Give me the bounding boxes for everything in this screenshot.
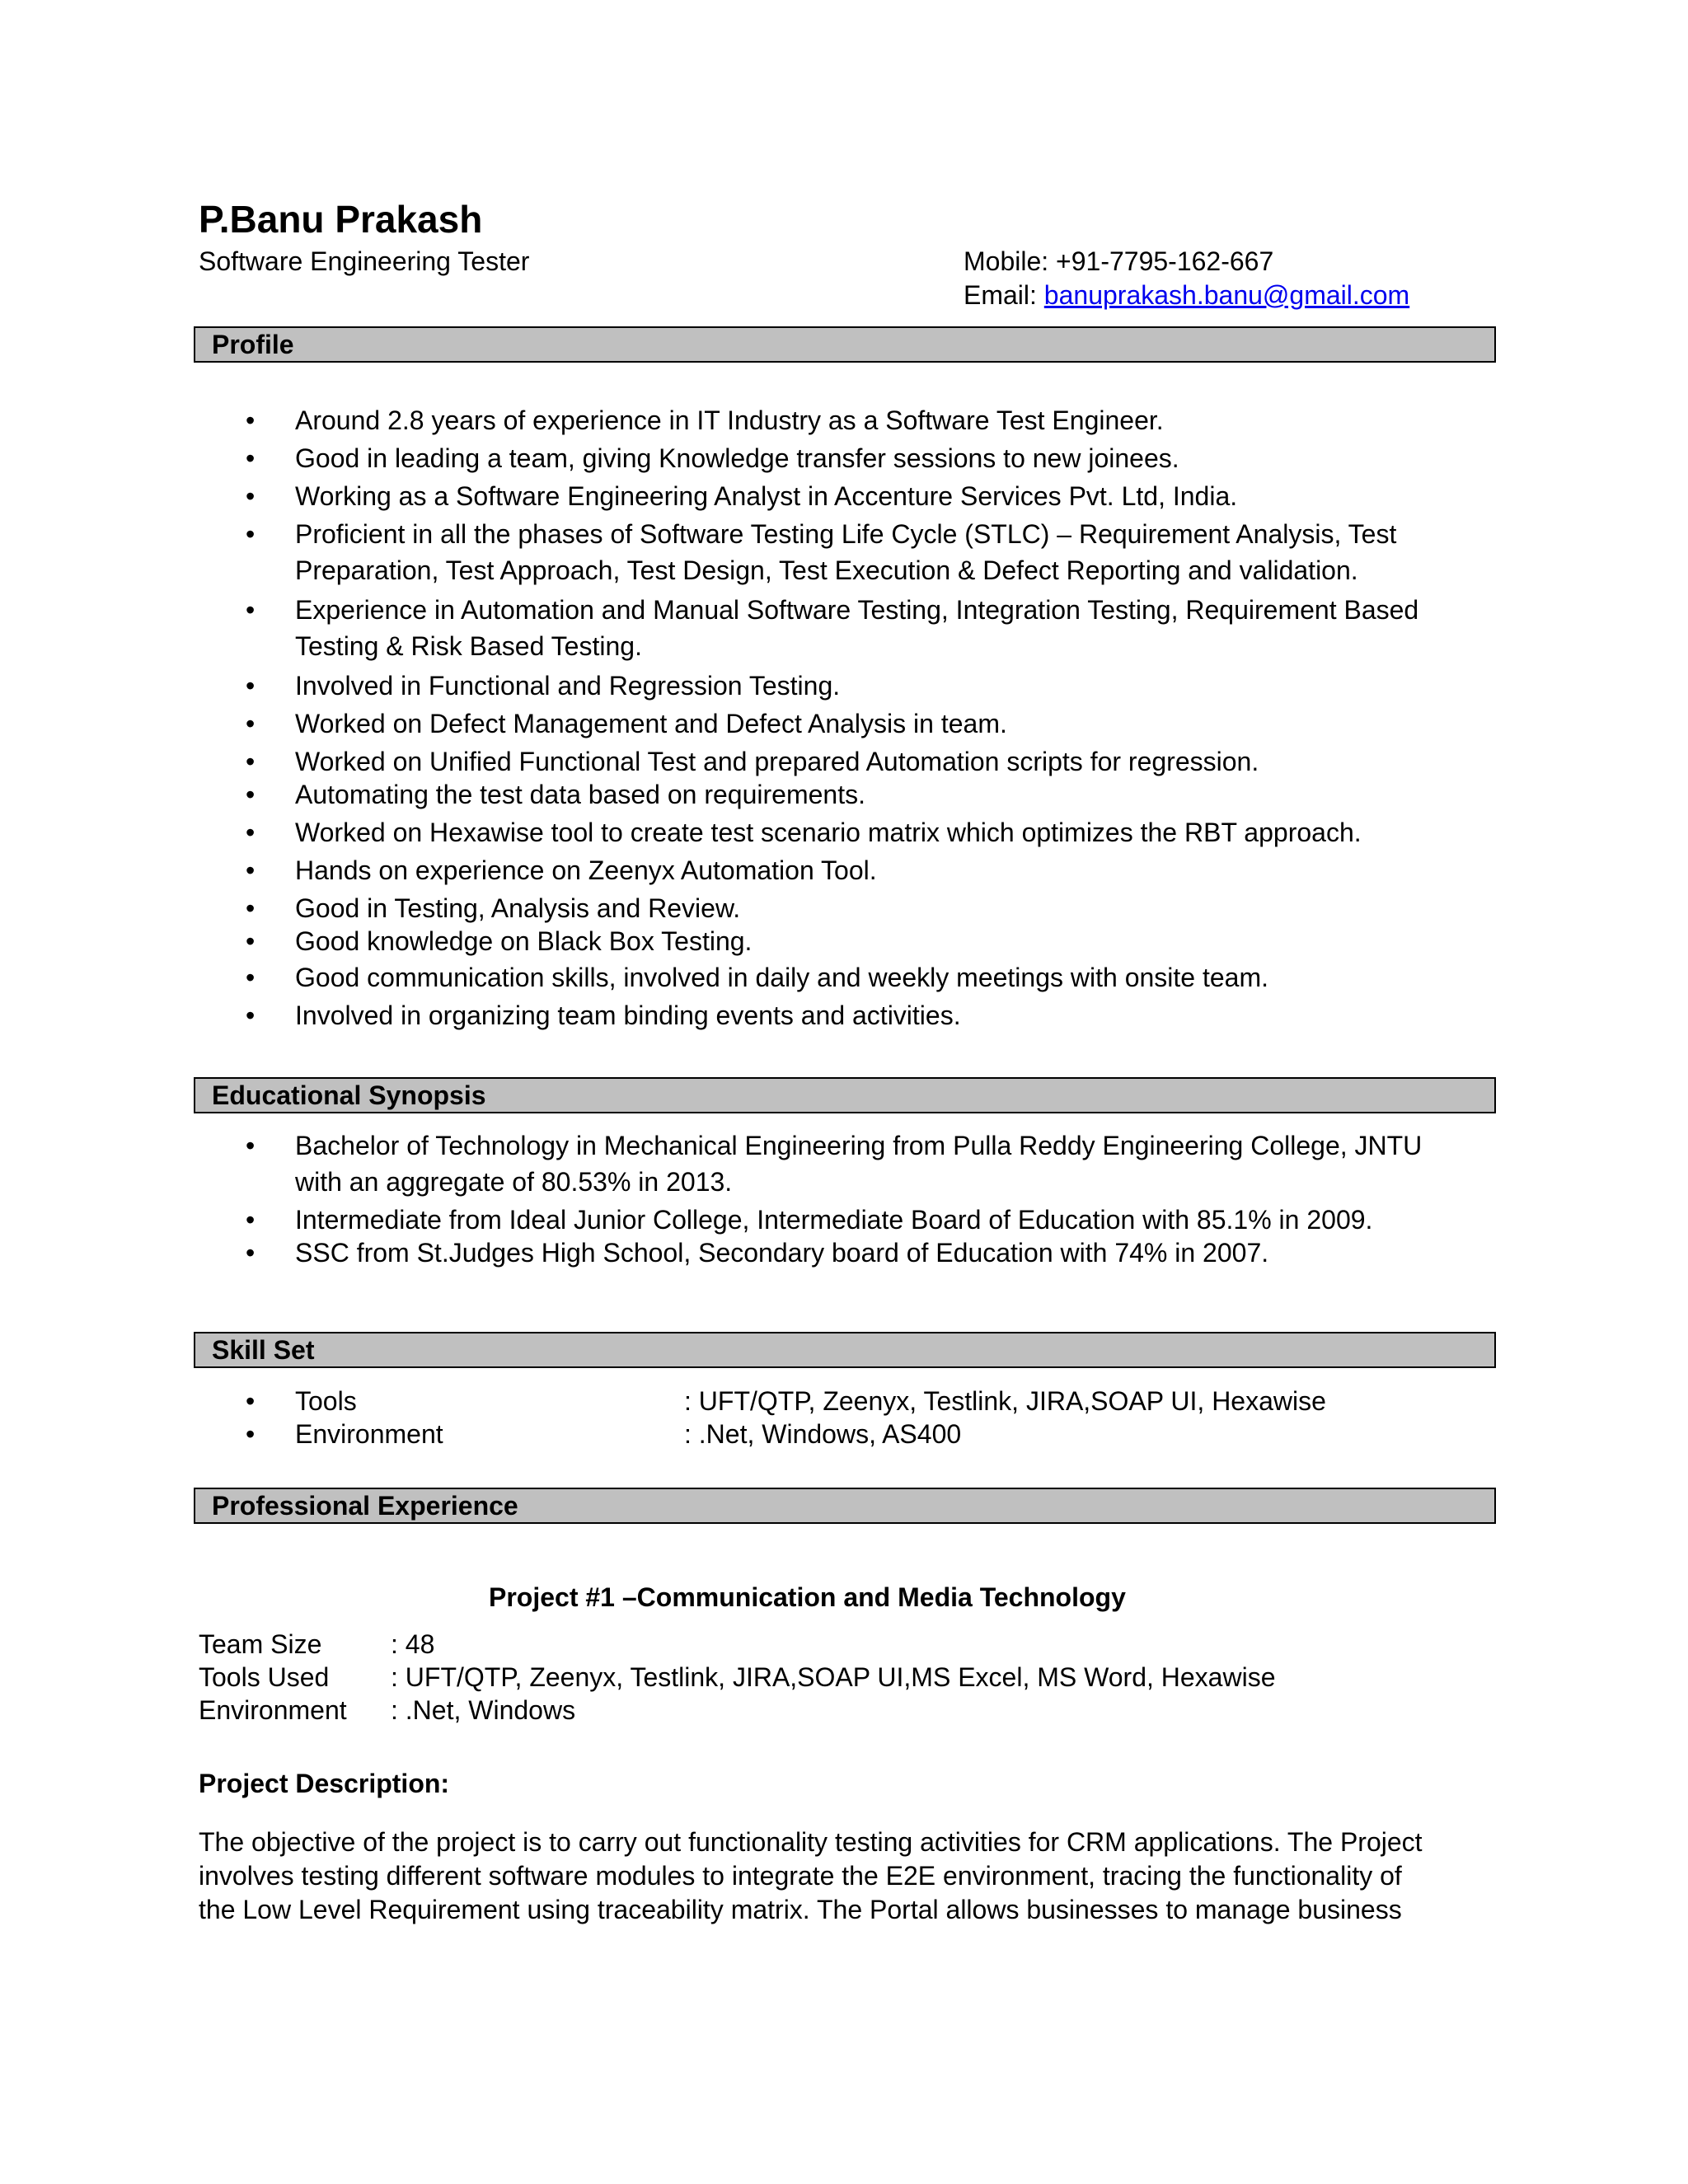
- list-item-text: Working as a Software Engineering Analyst in Accenture Services Pvt. Ltd, India.: [295, 481, 1238, 511]
- project-title: Project #1 –Communication and Media Technology: [489, 1582, 1126, 1612]
- project-detail-label: Team Size: [199, 1629, 322, 1659]
- project-detail-value: : 48: [391, 1629, 435, 1659]
- mobile-label: Mobile:: [964, 246, 1049, 276]
- bullet-icon: •: [246, 926, 256, 956]
- list-item-text: Worked on Unified Functional Test and prepared Automation scripts for regression.: [295, 747, 1259, 776]
- description-line: The objective of the project is to carry out functionality testing activities for CRM applications. The Project: [199, 1827, 1423, 1857]
- skill-label: Tools: [295, 1386, 357, 1416]
- bullet-icon: •: [246, 1131, 256, 1160]
- bullet-icon: •: [246, 855, 256, 885]
- list-item-text: Intermediate from Ideal Junior College, Intermediate Board of Education with 85.1% in 2009.: [295, 1205, 1373, 1235]
- email-link[interactable]: banuprakash.banu@gmail.com: [1043, 280, 1410, 310]
- bullet-icon: •: [246, 1386, 256, 1416]
- email-line: [964, 279, 1409, 312]
- list-item-text: Worked on Defect Management and Defect Analysis in team.: [295, 709, 1007, 738]
- profile-heading: Profile: [194, 326, 1496, 363]
- bullet-icon: •: [246, 595, 256, 625]
- list-item-text: Involved in organizing team binding events and activities.: [295, 1001, 961, 1030]
- bullet-icon: •: [246, 1419, 256, 1449]
- list-item-text: Hands on experience on Zeenyx Automation Tool.: [295, 855, 877, 885]
- list-item-text: Worked on Hexawise tool to create test scenario matrix which optimizes the RBT approach.: [295, 818, 1362, 847]
- list-item-text: Good in leading a team, giving Knowledge transfer sessions to new joinees.: [295, 443, 1179, 473]
- bullet-icon: •: [246, 443, 256, 473]
- bullet-icon: •: [246, 818, 256, 847]
- bullet-icon: •: [246, 1238, 256, 1268]
- list-item-text: Testing & Risk Based Testing.: [295, 631, 642, 661]
- bullet-icon: •: [246, 519, 256, 549]
- list-item-text: Proficient in all the phases of Software Testing Life Cycle (STLC) – Requirement Analysis, Test: [295, 519, 1397, 549]
- list-item-text: Experience in Automation and Manual Software Testing, Integration Testing, Requirement Based: [295, 595, 1419, 625]
- project-detail-value: : UFT/QTP, Zeenyx, Testlink, JIRA,SOAP UI,MS Excel, MS Word, Hexawise: [391, 1662, 1276, 1692]
- project-detail-label: Tools Used: [199, 1662, 330, 1692]
- candidate-name: P.Banu Prakash: [199, 198, 483, 241]
- skills-heading: Skill Set: [194, 1332, 1496, 1368]
- project-detail-label: Environment: [199, 1695, 347, 1725]
- list-item-text: Involved in Functional and Regression Testing.: [295, 671, 841, 701]
- list-item-text: Preparation, Test Approach, Test Design, Test Execution & Defect Reporting and validation.: [295, 555, 1358, 585]
- project-detail-value: : .Net, Windows: [391, 1695, 576, 1725]
- list-item-text: Good in Testing, Analysis and Review.: [295, 893, 741, 923]
- bullet-icon: •: [246, 405, 256, 435]
- mobile-line: [964, 245, 1273, 278]
- bullet-icon: •: [246, 893, 256, 923]
- bullet-icon: •: [246, 481, 256, 511]
- description-line: the Low Level Requirement using traceability matrix. The Portal allows businesses to manage business: [199, 1895, 1402, 1924]
- mobile-value: +91-7795-162-667: [1056, 246, 1274, 276]
- project-description-heading: Project Description:: [199, 1769, 450, 1798]
- skill-label: Environment: [295, 1419, 443, 1449]
- list-item-text: with an aggregate of 80.53% in 2013.: [295, 1167, 733, 1197]
- experience-heading: Professional Experience: [194, 1488, 1496, 1524]
- description-line: involves testing different software modules to integrate the E2E environment, tracing the functionality of: [199, 1861, 1402, 1891]
- bullet-icon: •: [246, 671, 256, 701]
- job-title: Software Engineering Tester: [199, 246, 530, 276]
- skill-value: : UFT/QTP, Zeenyx, Testlink, JIRA,SOAP UI, Hexawise: [684, 1386, 1326, 1416]
- skill-value: : .Net, Windows, AS400: [684, 1419, 962, 1449]
- bullet-icon: •: [246, 780, 256, 809]
- email-label: Email:: [964, 280, 1037, 310]
- bullet-icon: •: [246, 747, 256, 776]
- bullet-icon: •: [246, 963, 256, 992]
- bullet-icon: •: [246, 1205, 256, 1235]
- list-item-text: Around 2.8 years of experience in IT Industry as a Software Test Engineer.: [295, 405, 1164, 435]
- list-item-text: Good communication skills, involved in daily and weekly meetings with onsite team.: [295, 963, 1268, 992]
- bullet-icon: •: [246, 1001, 256, 1030]
- education-heading: Educational Synopsis: [194, 1077, 1496, 1113]
- list-item-text: Automating the test data based on requirements.: [295, 780, 865, 809]
- list-item-text: Bachelor of Technology in Mechanical Engineering from Pulla Reddy Engineering College, JNTU: [295, 1131, 1423, 1160]
- list-item-text: Good knowledge on Black Box Testing.: [295, 926, 753, 956]
- bullet-icon: •: [246, 709, 256, 738]
- list-item-text: SSC from St.Judges High School, Secondary board of Education with 74% in 2007.: [295, 1238, 1269, 1268]
